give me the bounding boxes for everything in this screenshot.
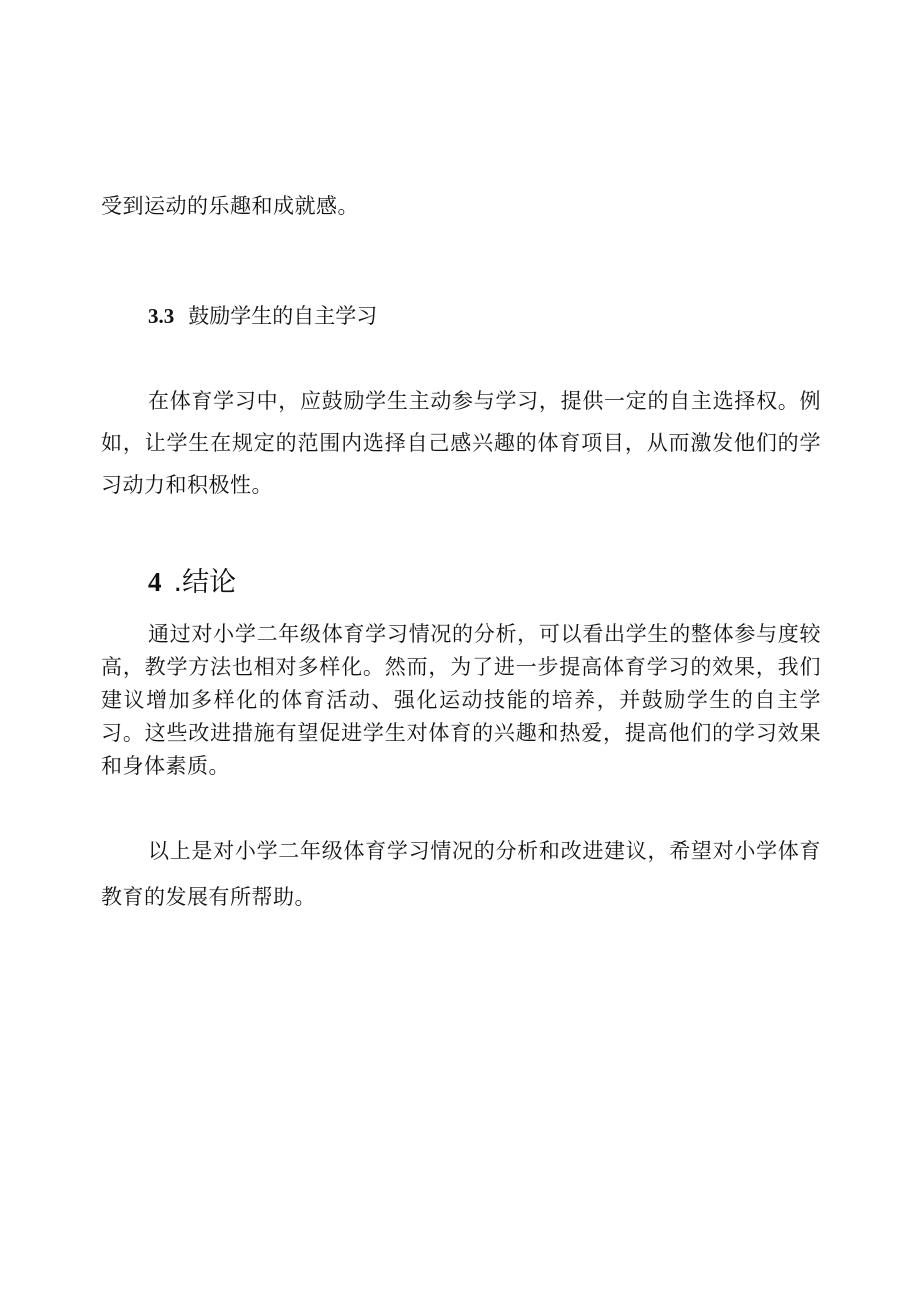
- section-title: 鼓励学生的自主学习: [188, 304, 378, 328]
- paragraph-closing: 以上是对小学二年级体育学习情况的分析和改进建议，希望对小学体育教育的发展有所帮助。: [101, 839, 821, 909]
- section-number: 4: [148, 567, 162, 597]
- paragraph-conclusion: 通过对小学二年级体育学习情况的分析，可以看出学生的整体参与度较高，教学方法也相对多样化。然而，为了进一步提高体育学习的效果，我们建议增加多样化的体育活动、强化运动技能的培养，并鼓励学生的自主学习。这些改进措施有望促进学生对体育的兴趣和热爱，提高他们的学习效果和身体素质。: [101, 622, 821, 778]
- section-title: .结论: [173, 567, 237, 598]
- section-heading-conclusion: [148, 562, 236, 603]
- section-number: 3.3: [148, 304, 175, 328]
- paragraph-autonomous-learning: 在体育学习中，应鼓励学生主动参与学习，提供一定的自主选择权。例如，让学生在规定的范围内选择自己感兴趣的体育项目，从而激发他们的学习动力和积极性。: [101, 389, 821, 497]
- section-heading-3-3: [148, 300, 377, 332]
- carry-over-text: 受到运动的乐趣和成就感。: [101, 194, 359, 218]
